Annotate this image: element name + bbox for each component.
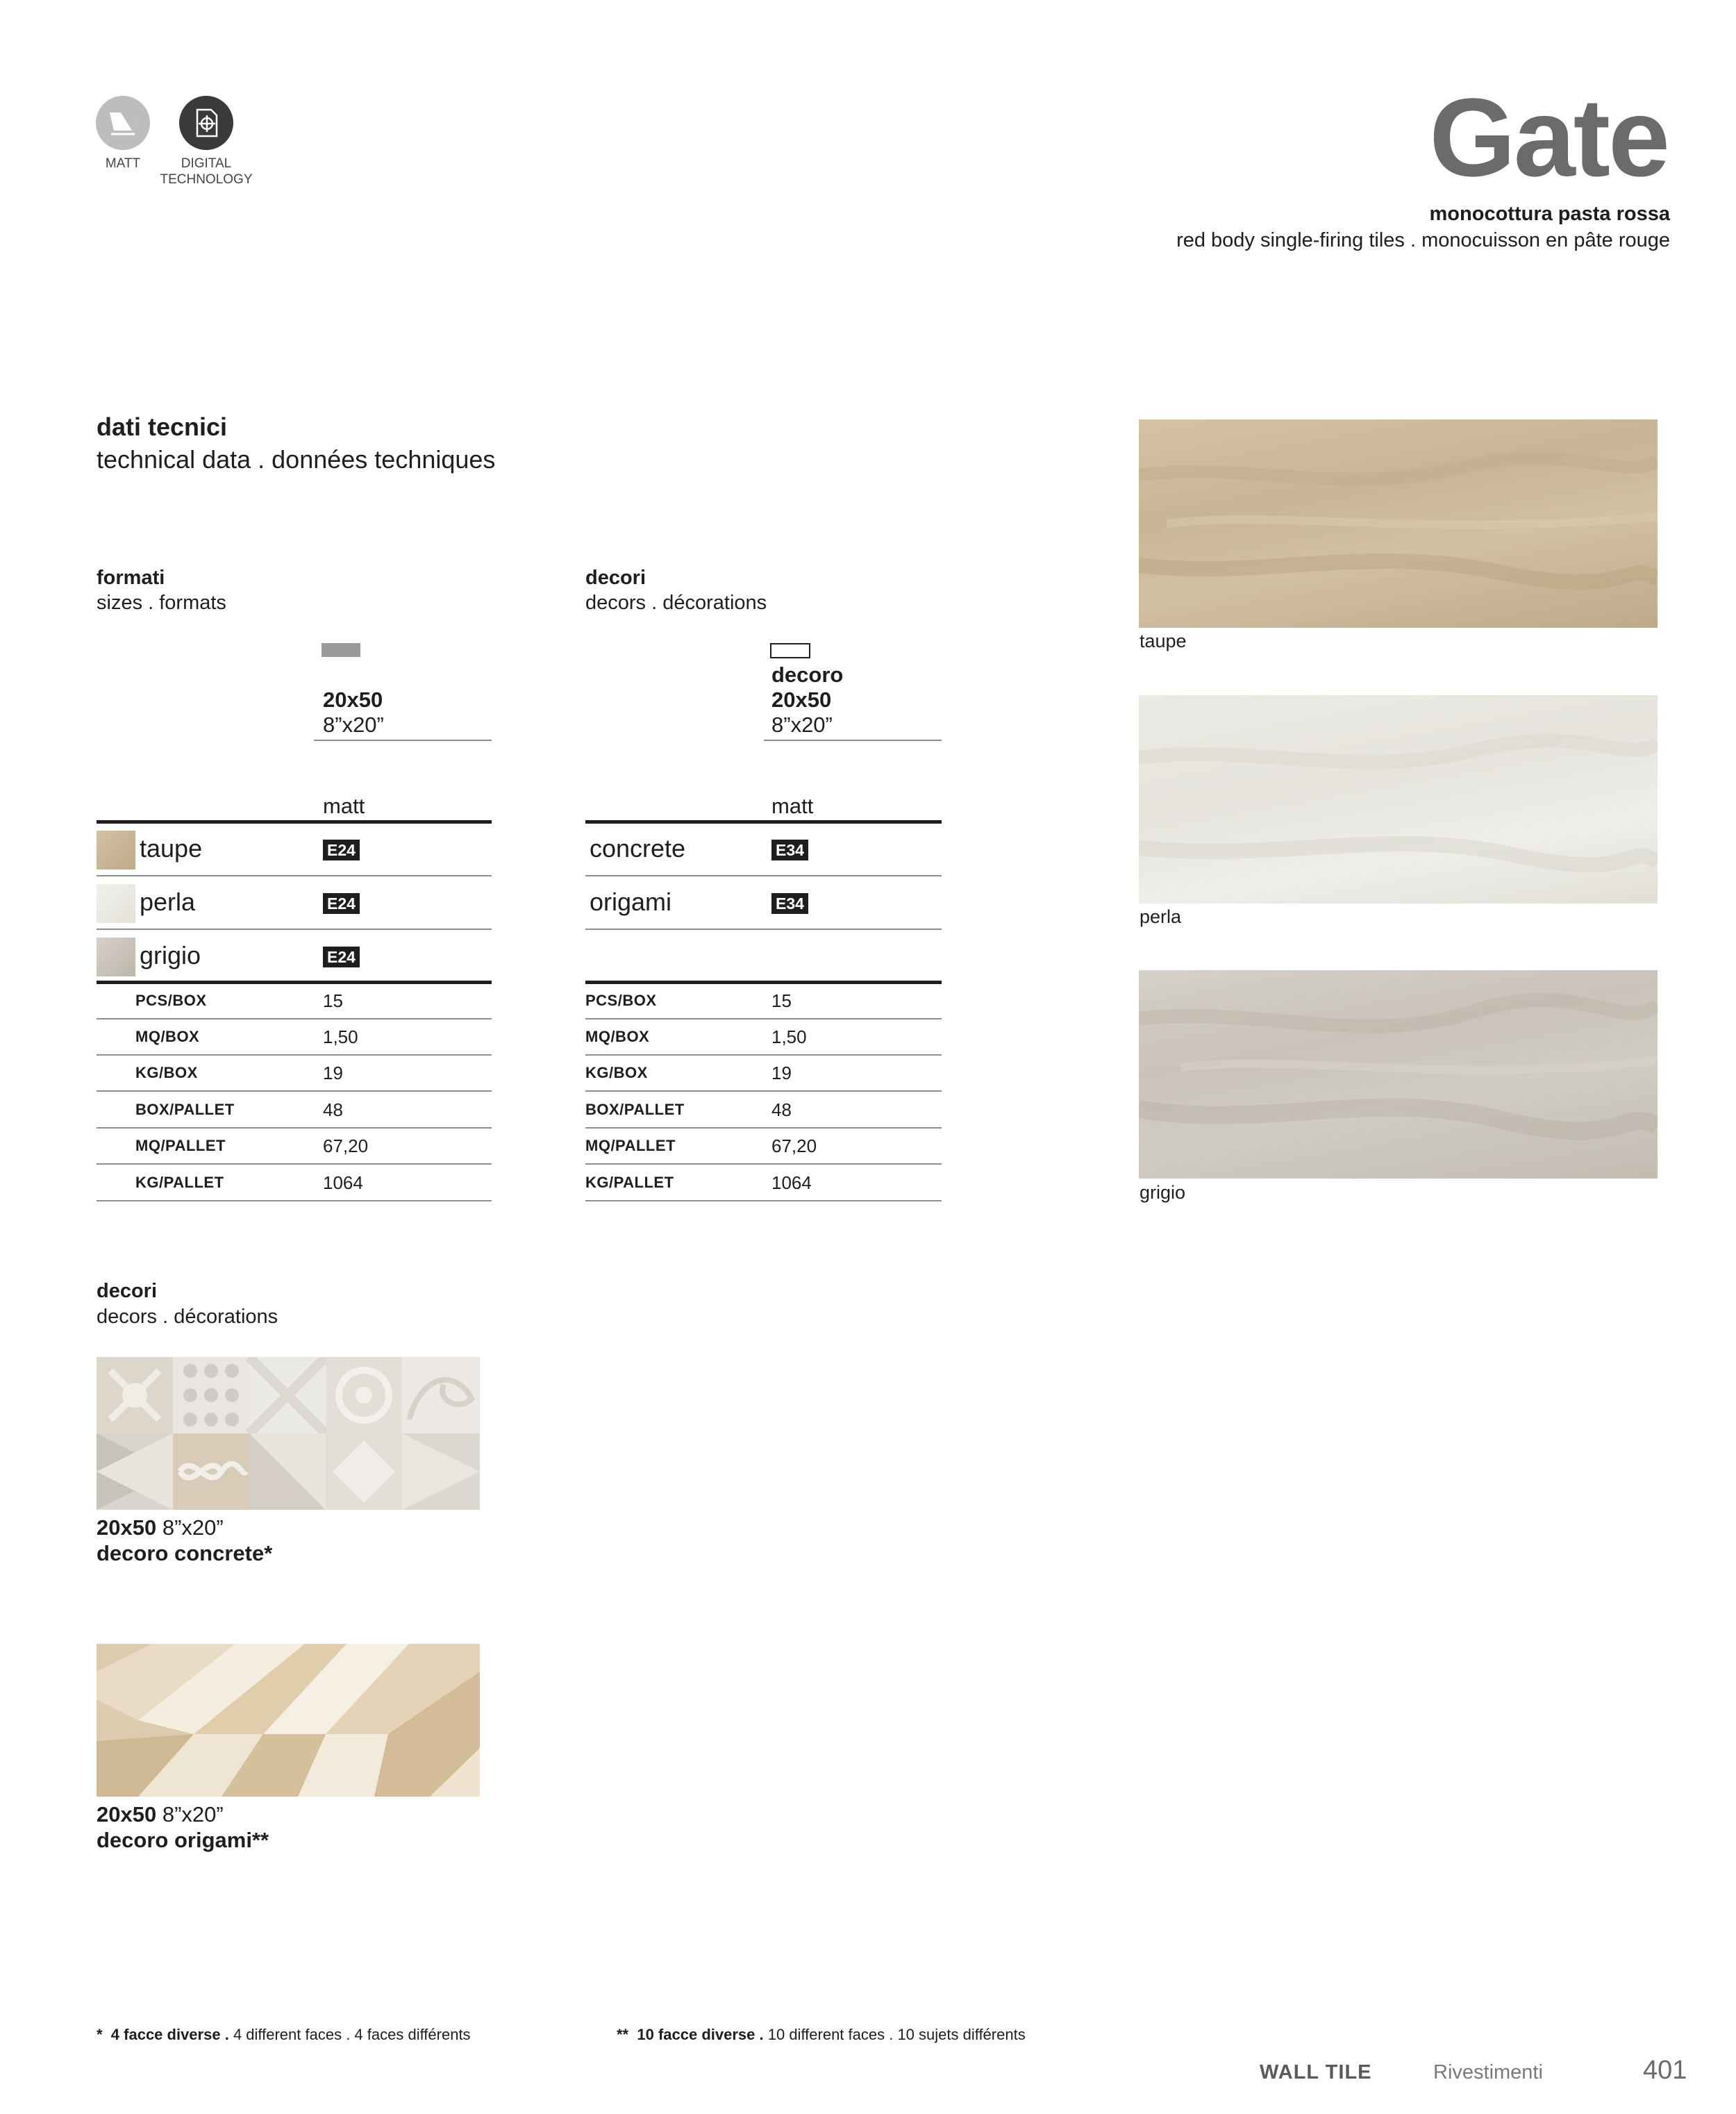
row-rule (97, 929, 492, 930)
spec-rule (97, 1054, 492, 1056)
decoro-origami-name: decoro origami** (97, 1828, 269, 1852)
spec-label: MQ/PALLET (585, 1137, 676, 1154)
spec-value: 48 (323, 1099, 343, 1120)
decors-table-subtitle: decors . décorations (585, 592, 767, 614)
spec-value: 1,50 (771, 1026, 807, 1047)
spec-rule (585, 1090, 942, 1092)
decors-table-title: decori (585, 567, 646, 589)
decoro-concrete-name: decoro concrete* (97, 1541, 273, 1565)
tile-photo-grigio (1139, 970, 1658, 1179)
spec-value: 19 (771, 1063, 792, 1083)
product-subtitle-en-fr: red body single-firing tiles . monocuisson en pâte rouge (1176, 229, 1670, 251)
footnote-2 (617, 2026, 1026, 2044)
colour-perla: perla (140, 888, 196, 916)
digital-technology-caption (154, 156, 258, 188)
decor-size-icon (770, 643, 810, 658)
spec-value: 19 (323, 1063, 343, 1083)
spec-label: BOX/PALLET (585, 1101, 685, 1118)
code-badge-taupe: E24 (323, 840, 360, 860)
digital-technology-icon (179, 96, 233, 150)
technical-data-subtitle: technical data . données techniques (97, 445, 496, 474)
spec-label: PCS/BOX (135, 992, 207, 1009)
decoro-concrete-size-inches: 8”x20” (162, 1515, 224, 1540)
spec-label: KG/PALLET (585, 1174, 674, 1191)
footnote-1 (97, 2026, 471, 2044)
photo-caption-taupe: taupe (1140, 631, 1187, 651)
footnote-mark: * (97, 2026, 103, 2043)
spec-rule (97, 1127, 492, 1129)
spec-label: PCS/BOX (585, 992, 657, 1009)
spec-rule (585, 1018, 942, 1019)
spec-value: 1064 (771, 1172, 812, 1193)
spec-label: MQ/PALLET (135, 1137, 226, 1154)
swatch-grigio (97, 938, 135, 976)
code-badge-perla: E24 (323, 893, 360, 914)
spec-rule (97, 1200, 492, 1201)
decor-finish: matt (771, 794, 814, 818)
formats-title: formati (97, 567, 165, 589)
code-badge-concrete: E34 (771, 840, 808, 860)
product-subtitle-it: monocottura pasta rossa (1429, 203, 1670, 225)
technical-data-title: dati tecnici (97, 413, 228, 441)
format-size: 20x50 (323, 688, 383, 712)
decor-size-rule (764, 740, 942, 741)
spec-label: KG/BOX (135, 1064, 198, 1081)
spec-value: 1,50 (323, 1026, 358, 1047)
format-size-rule (314, 740, 492, 741)
spec-rule (585, 1054, 942, 1056)
spec-label: KG/BOX (585, 1064, 648, 1081)
footnote-bold: 4 facce diverse . (110, 2026, 229, 2043)
swatch-perla (97, 884, 135, 923)
page-number: 401 (1643, 2056, 1687, 2085)
spec-rule (97, 1090, 492, 1092)
spec-value: 67,20 (771, 1135, 817, 1156)
spec-value: 15 (323, 990, 343, 1011)
spec-label: BOX/PALLET (135, 1101, 235, 1118)
footnote-bold: 10 facce diverse . (637, 2026, 764, 2043)
decors-gallery-subtitle: decors . décorations (97, 1306, 278, 1328)
footer-category: Rivestimenti (1433, 2061, 1543, 2083)
format-finish: matt (323, 794, 365, 818)
footnote-text: 4 different faces . 4 faces différents (233, 2026, 471, 2043)
decoro-concrete-image (97, 1357, 480, 1510)
spec-rule (585, 1163, 942, 1165)
spec-label: MQ/BOX (135, 1028, 200, 1045)
decoro-concrete-size-line (97, 1515, 224, 1540)
decor-size: 20x50 (771, 688, 832, 712)
tile-photo-taupe (1139, 419, 1658, 628)
footnote-text: 10 different faces . 10 sujets différents (767, 2026, 1026, 2043)
spec-rule (585, 1200, 942, 1201)
decor-size-inches: 8”x20” (771, 713, 833, 737)
photo-caption-perla: perla (1140, 906, 1182, 927)
decoro-origami-size-inches: 8”x20” (162, 1802, 224, 1826)
spec-rule (585, 1127, 942, 1129)
decor-concrete: concrete (590, 834, 686, 863)
spec-label: MQ/BOX (585, 1028, 650, 1045)
decor-origami: origami (590, 888, 672, 916)
row-rule (585, 929, 942, 930)
page-title: Gate (1429, 75, 1668, 199)
format-size-inches: 8”x20” (323, 713, 384, 737)
photo-caption-grigio: grigio (1140, 1182, 1186, 1203)
spec-rule (97, 1163, 492, 1165)
format-size-icon (322, 643, 360, 657)
formats-subtitle: sizes . formats (97, 592, 226, 614)
colour-taupe: taupe (140, 834, 203, 863)
spec-value: 67,20 (323, 1135, 369, 1156)
formats-header-rule (97, 820, 492, 824)
tile-photo-perla (1139, 695, 1658, 904)
spec-value: 15 (771, 990, 792, 1011)
decor-name: decoro (771, 663, 844, 687)
digital-caption-line1: DIGITAL (181, 156, 232, 171)
decoro-origami-image (97, 1644, 480, 1797)
footer-section: WALL TILE (1260, 2061, 1372, 2083)
decoro-origami-size-line (97, 1802, 224, 1827)
decors-gallery-title: decori (97, 1280, 158, 1302)
matt-icon (96, 96, 150, 150)
decoro-origami-size: 20x50 (97, 1802, 157, 1826)
decors-rows-end-rule (585, 981, 942, 984)
row-rule (585, 875, 942, 876)
decors-header-rule (585, 820, 942, 824)
colour-grigio: grigio (140, 941, 201, 969)
footnote-mark: ** (617, 2026, 629, 2043)
spec-value: 1064 (323, 1172, 363, 1193)
row-rule (97, 875, 492, 876)
spec-value: 48 (771, 1099, 792, 1120)
decoro-concrete-size: 20x50 (97, 1515, 157, 1540)
matt-icon-caption: MATT (105, 156, 141, 171)
spec-rule (97, 1018, 492, 1019)
code-badge-grigio: E24 (323, 947, 360, 967)
swatch-taupe (97, 831, 135, 869)
formats-colours-end-rule (97, 981, 492, 984)
code-badge-origami: E34 (771, 893, 808, 914)
spec-label: KG/PALLET (135, 1174, 224, 1191)
digital-caption-line2: TECHNOLOGY (160, 172, 253, 187)
